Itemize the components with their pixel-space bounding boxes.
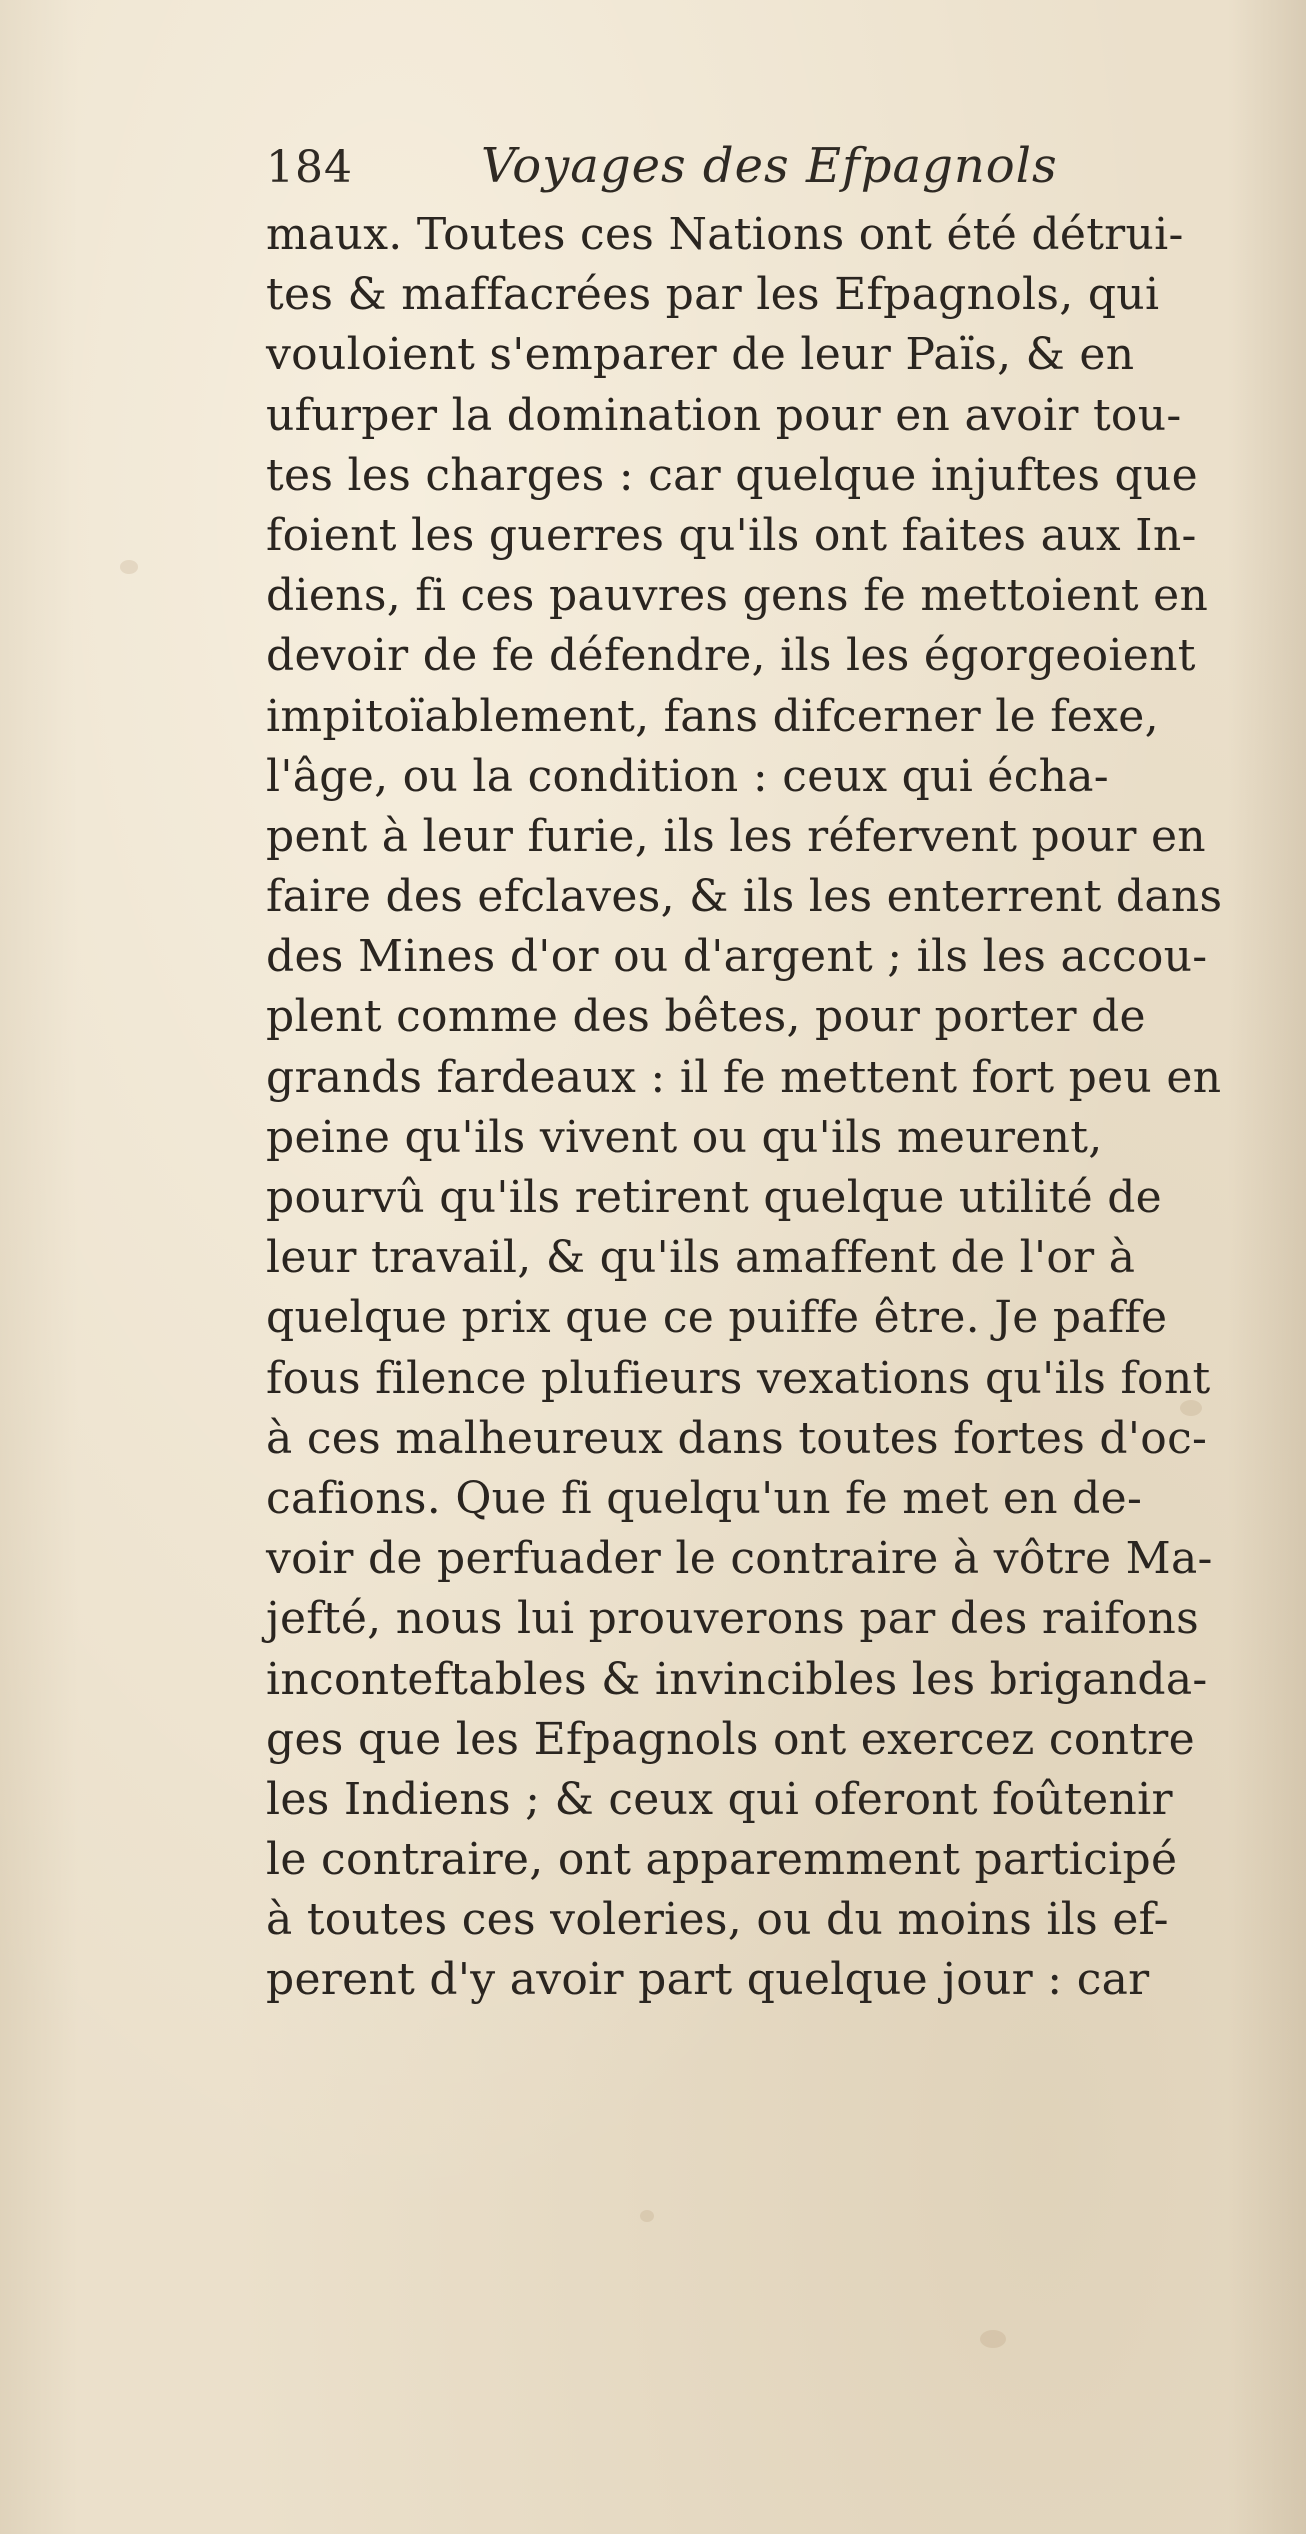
- text-line: à ces malheureux dans toutes fortes d'oc-: [266, 1412, 1208, 1464]
- text-line: fous filence plufieurs vexations qu'ils font: [266, 1352, 1211, 1404]
- text-line: jefté, nous lui prouverons par des raifons: [266, 1593, 1200, 1645]
- text-line: des Mines d'or ou d'argent ; ils les accou-: [266, 931, 1208, 983]
- text-line: ufurper la domination pour en avoir tou-: [266, 389, 1182, 441]
- text-line: le contraire, ont apparemment participé: [266, 1834, 1178, 1886]
- text-line: faire des efclaves, & ils les enterrent dans: [266, 871, 1223, 923]
- text-line: plent comme des bêtes, pour porter de: [266, 991, 1146, 1043]
- text-line: quelque prix que ce puiffe être. Je paffe: [266, 1292, 1168, 1344]
- text-line: grands fardeaux : il fe mettent fort peu en: [266, 1051, 1222, 1103]
- text-line: foient les guerres qu'ils ont faites aux In-: [266, 509, 1197, 561]
- paper-stain: [120, 560, 138, 574]
- body-text: [266, 205, 1266, 2011]
- text-line: leur travail, & qu'ils amaffent de l'or à: [266, 1232, 1136, 1284]
- text-line: pourvû qu'ils retirent quelque utilité de: [266, 1172, 1163, 1223]
- paper-stain: [640, 2210, 654, 2222]
- text-line: inconteftables & invincibles les briganda-: [266, 1653, 1208, 1705]
- text-line: perent d'y avoir part quelque jour : car: [266, 1954, 1150, 2006]
- text-line: à toutes ces voleries, ou du moins ils ef-: [266, 1894, 1169, 1946]
- page-number: 184: [266, 142, 353, 193]
- text-line: diens, fi ces pauvres gens fe mettoient en: [266, 570, 1209, 622]
- text-line: tes les charges : car quelque injuftes que: [266, 449, 1198, 501]
- text-line: peine qu'ils vivent ou qu'ils meurent,: [266, 1111, 1103, 1163]
- text-line: ges que les Efpagnols ont exercez contre: [266, 1713, 1195, 1765]
- text-line: devoir de fe défendre, ils les égorgeoient: [266, 630, 1196, 682]
- text-line: impitoïablement, fans difcerner le fexe,: [266, 690, 1159, 742]
- text-line: vouloient s'emparer de leur Païs, & en: [266, 329, 1135, 381]
- text-line: voir de perfuader le contraire à vôtre Ma-: [266, 1533, 1213, 1585]
- text-line: pent à leur furie, ils les réfervent pour en: [266, 810, 1206, 862]
- paper-stain: [980, 2330, 1006, 2348]
- text-line: l'âge, ou la condition : ceux qui écha-: [266, 750, 1109, 802]
- running-head: Voyages des Efpagnols: [481, 138, 1058, 194]
- text-line: les Indiens ; & ceux qui oferont foûtenir: [266, 1773, 1173, 1825]
- text-line: cafions. Que fi quelqu'un fe met en de-: [266, 1472, 1143, 1524]
- text-line: tes & maffacrées par les Efpagnols, qui: [266, 269, 1160, 321]
- text-line: maux. Toutes ces Nations ont été détrui-: [266, 209, 1184, 260]
- page-header: [266, 138, 1086, 208]
